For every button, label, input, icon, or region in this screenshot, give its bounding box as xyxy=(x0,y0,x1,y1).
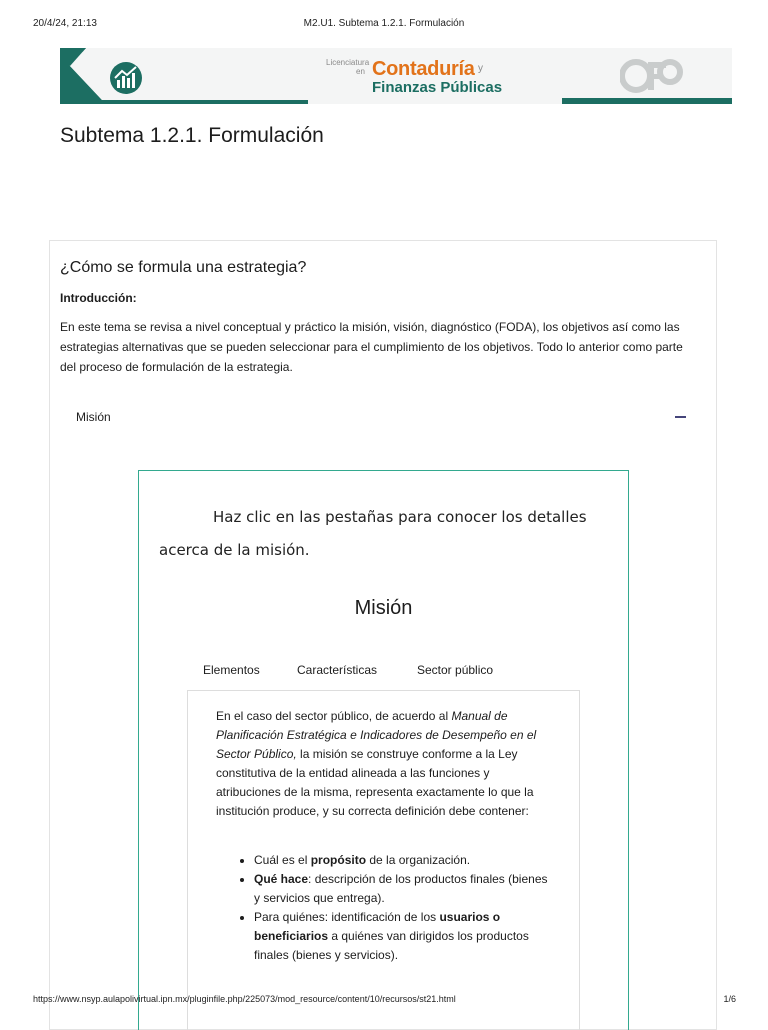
list-text: : descripción de los productos finales (bienes y servicios que entrega). xyxy=(254,872,548,905)
brand-line-1: Contaduría xyxy=(372,58,475,80)
intro-text: En este tema se revisa a nivel conceptual y práctico la misión, visión, diagnóstico (FODA), los objetivos así como las estrategias alternativas que se pueden seleccionar para el cumplimiento de los objetivos. Todo lo anterior como parte del proceso de formulación de la estrategia. xyxy=(60,320,683,374)
print-datetime: 20/4/24, 21:13 xyxy=(33,18,97,29)
accordion-header-mision[interactable] xyxy=(60,401,700,435)
tab-paragraph xyxy=(216,707,552,821)
list-bold: propósito xyxy=(310,853,367,867)
print-url: https://www.nsyp.aulapolivirtual.ipn.mx/pluginfile.php/225073/mod_resource/content/10/recursos/st21.html xyxy=(33,994,456,1004)
list-text: de la organización. xyxy=(366,853,471,867)
list-bold: Qué hace xyxy=(254,872,309,886)
manual-title: Manual de Planificación Estratégica e Indicadores de Desempeño en el Sector Público, xyxy=(216,709,537,761)
banner-green-shape xyxy=(60,48,308,104)
brand-small-1: Licenciatura xyxy=(326,58,370,67)
paragraph-text-1: En el caso del sector público, de acuerdo al xyxy=(216,709,452,723)
content-card xyxy=(49,240,717,1030)
brand-line-2: Finanzas Públicas xyxy=(372,79,503,96)
cfp-logo xyxy=(620,56,690,96)
paragraph-text-2: la misión se construye conforme a la Ley constitutiva de la entidad alineada a las funciones y atribuciones de la misma, representa exactamente lo que la institución produce, y su correcta definición debe contener: xyxy=(216,747,534,818)
list-text: Cuál es el xyxy=(254,853,311,867)
list-item xyxy=(254,870,552,908)
tab-elementos[interactable]: Elementos xyxy=(203,663,260,677)
list-text: Para quiénes: identificación de los xyxy=(254,910,440,924)
tab-sector-publico[interactable]: Sector público xyxy=(417,663,494,677)
collapse-icon[interactable] xyxy=(670,401,690,431)
chart-growth-icon xyxy=(106,58,146,98)
instruction-text: Haz clic en las pestañas para conocer los detalles acerca de la misión. xyxy=(159,508,587,559)
print-page-number: 1/6 xyxy=(723,994,736,1004)
mission-elements-list xyxy=(216,851,552,965)
list-bold: usuarios o beneficiarios xyxy=(254,910,501,943)
program-brand xyxy=(326,54,526,100)
accordion-panel xyxy=(138,470,629,1030)
tab-caracteristicas[interactable]: Características xyxy=(297,663,378,677)
tab-content xyxy=(187,690,580,1030)
list-item xyxy=(254,851,552,870)
intro-label: Introducción: xyxy=(60,291,137,305)
page-title: Subtema 1.2.1. Formulación xyxy=(60,124,324,147)
course-banner xyxy=(60,48,732,104)
brand-small-2: en xyxy=(356,67,365,76)
section-heading: ¿Cómo se formula una estrategia? xyxy=(60,259,307,276)
brand-y: y xyxy=(478,63,483,74)
print-doc-title: M2.U1. Subtema 1.2.1. Formulación xyxy=(303,18,465,29)
list-text: a quiénes van dirigidos los productos finales (bienes y servicios). xyxy=(254,929,529,962)
panel-title: Misión xyxy=(354,597,413,619)
list-item xyxy=(254,908,552,965)
accordion-label: Misión xyxy=(76,410,111,424)
